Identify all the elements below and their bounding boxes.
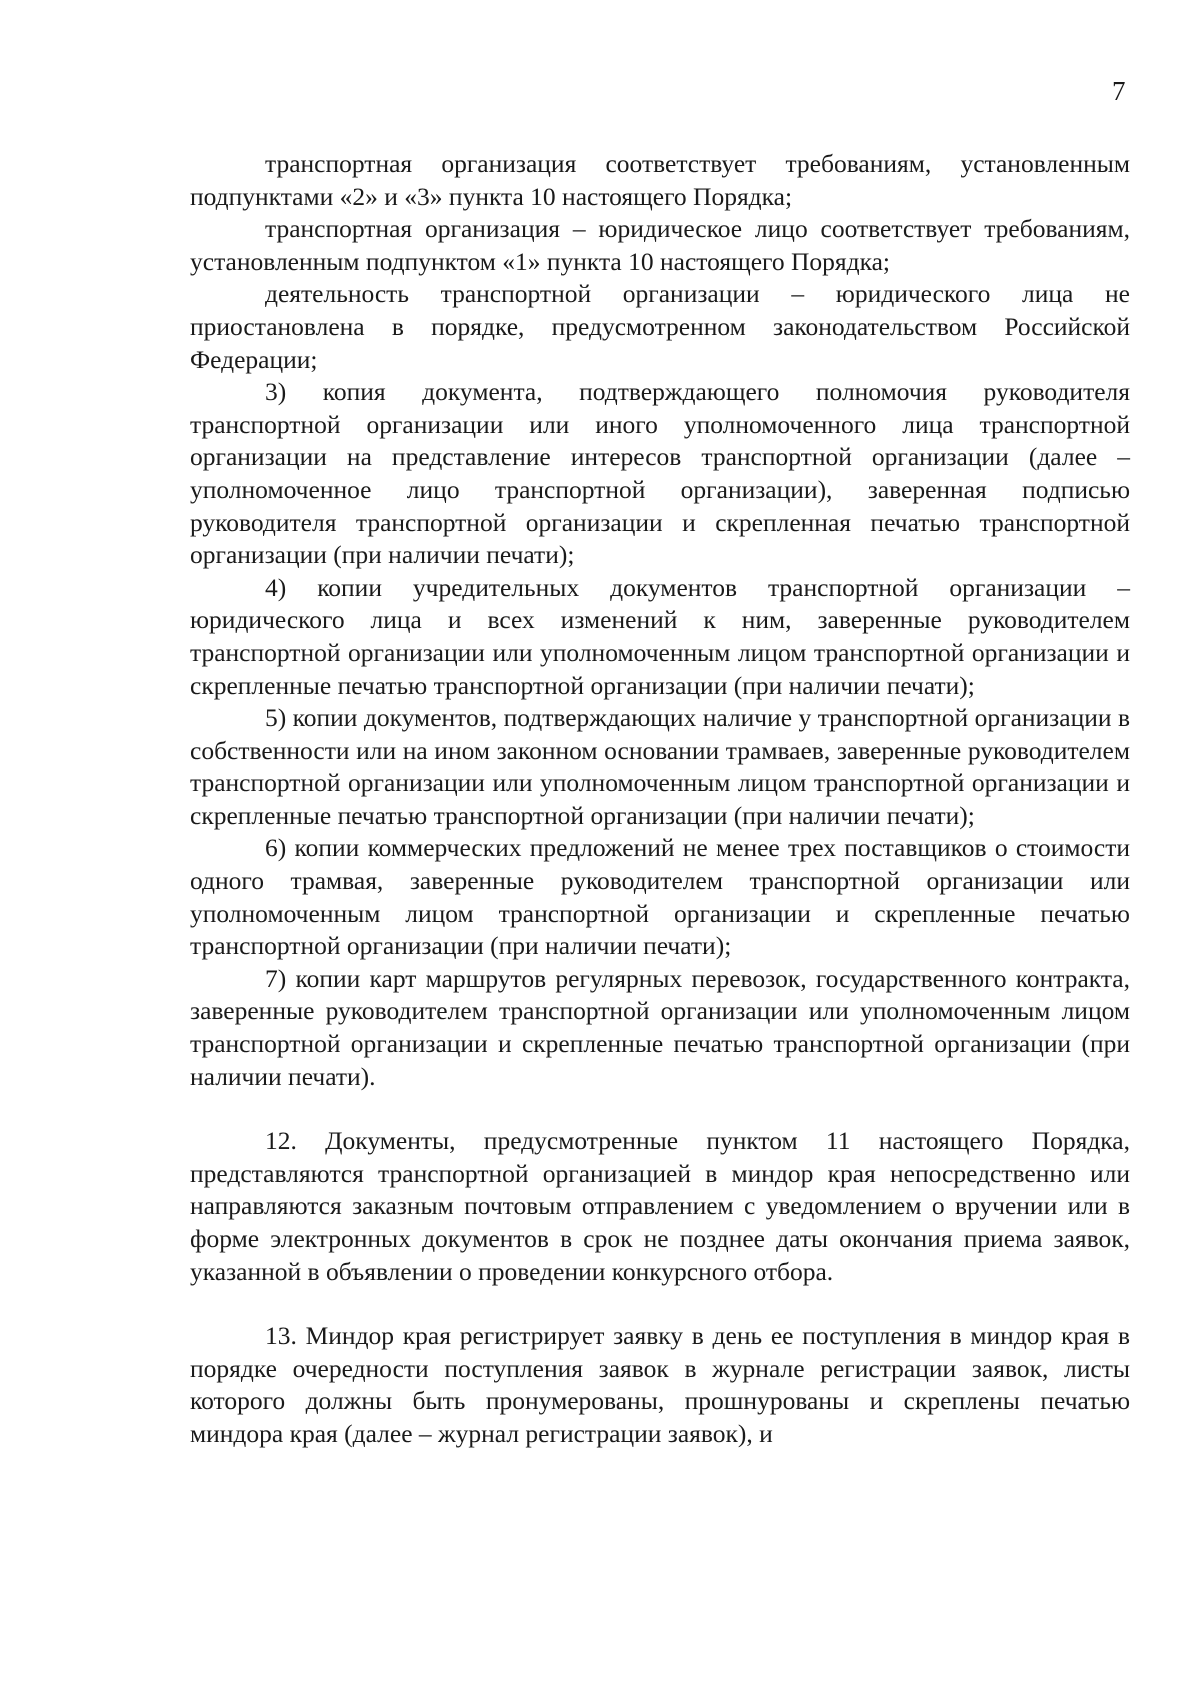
paragraph-requirements-2-3: транспортная организация соответствует требованиям, установленным подпунктами «2» и «3» пункта 10 настоящего Порядка; [190,149,1130,211]
document-body [190,148,1130,1451]
paragraph-item-7: 7) копии карт маршрутов регулярных перевозок, государственного контракта, заверенные руководителем транспортной организации или уполномоченным лицом транспортной организации и скрепленные печатью транспортной организации (при наличии печати). [190,963,1130,1091]
page-number: 7 [1112,76,1126,106]
paragraph-item-6: 6) копии коммерческих предложений не менее трех поставщиков о стоимости одного трамвая, заверенные руководителем транспортной организации или уполномоченным лицом транспортной организации и скрепленные печатью транспортной организации (при наличии печати); [190,833,1130,961]
paragraph-section-12: 12. Документы, предусмотренные пунктом 11 настоящего Порядка, представляются транспортной организацией в миндор края непосредственно или направляются заказным почтовым отправлением с уведомлением о вручении или в форме электронных документов в срок не позднее даты окончания приема заявок, указанной в объявлении о проведении конкурсного отбора. [190,1126,1130,1286]
paragraph-item-4: 4) копии учредительных документов транспортной организации – юридического лица и всех изменений к ним, заверенные руководителем транспортной организации или уполномоченным лицом транспортной организации и скрепленные печатью транспортной организации (при наличии печати); [190,572,1130,700]
paragraph-item-5: 5) копии документов, подтверждающих наличие у транспортной организации в собственности или на ином законном основании трамваев, заверенные руководителем транспортной организации или уполномоченным лицом транспортной организации и скрепленные печатью транспортной организации (при наличии печати); [190,703,1130,830]
paragraph-not-suspended: деятельность транспортной организации – юридического лица не приостановлена в порядке, предусмотренном законодательством Российской Федерации; [190,279,1130,374]
paragraph-item-3: 3) копия документа, подтверждающего полномочия руководителя транспортной организации или иного уполномоченного лица транспортной организации на представление интересов транспортной организации (далее – уполномоченное лицо транспортной организации), заверенная подписью руководителя транспортной организации и скрепленная печатью транспортной организации (при наличии печати); [190,377,1130,570]
paragraph-requirements-1: транспортная организация – юридическое лицо соответствует требованиям, установленным подпунктом «1» пункта 10 настоящего Порядка; [190,214,1130,276]
paragraph-section-13: 13. Миндор края регистрирует заявку в день ее поступления в миндор края в порядке очередности поступления заявок в журнале регистрации заявок, листы которого должны быть пронумерованы, прошнурованы и скреплены печатью миндора края (далее – журнал регистрации заявок), и [190,1321,1130,1448]
